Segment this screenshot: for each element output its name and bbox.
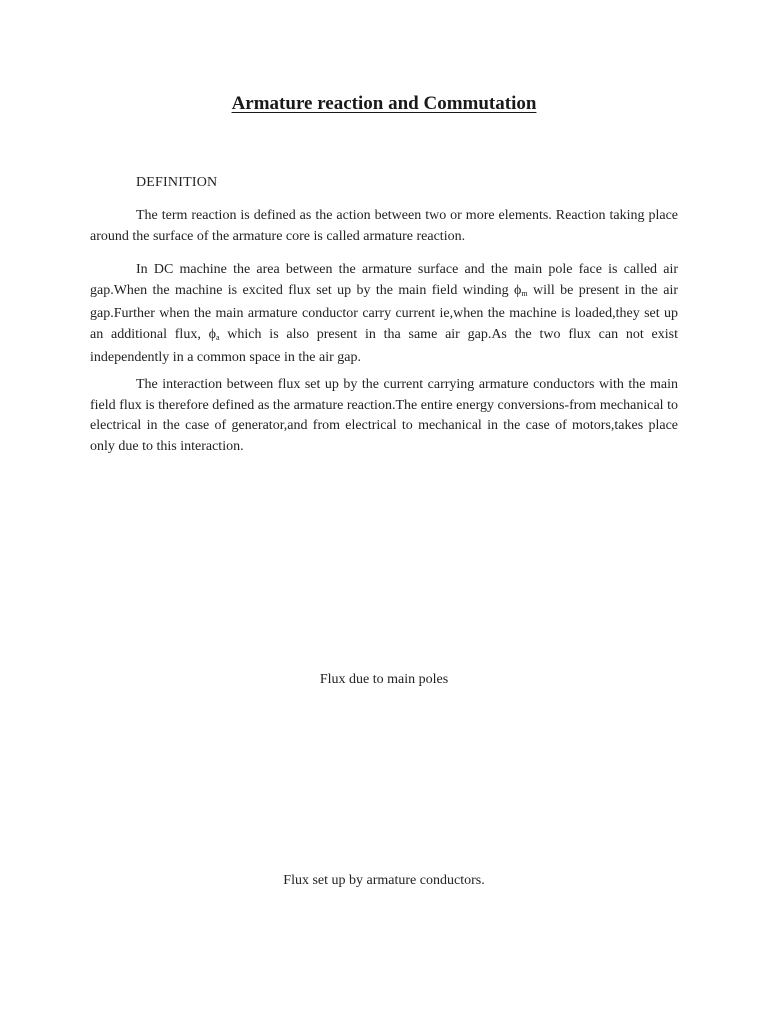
paragraph-air-gap <box>90 260 678 369</box>
caption-flux-main-poles: Flux due to main poles <box>319 672 449 687</box>
paragraph-definition: The term reaction is defined as the action between two or more elements. Reaction taking place around the surface of the armature core is called armature reaction. <box>90 208 678 244</box>
paragraph-interaction: The interaction between flux set up by the current carrying armature conductors with the main field flux is therefore defined as the armature reaction.The entire energy conversions-from mechanical to electrical in the case of generator,and from electrical to mechanical in the case of motors,takes place only due to this interaction. <box>90 377 678 454</box>
document-title: Armature reaction and Commutation <box>231 93 537 114</box>
phi-a-symbol: $\phi_a$ <box>208 326 220 342</box>
phi-m-symbol: $\phi_m$ <box>513 282 528 298</box>
caption-flux-armature-conductors: Flux set up by armature conductors. <box>283 873 485 888</box>
paragraph-air-gap-part-1: In DC machine the area between the armature surface and the main pole face is called air gap.When the machine is excited flux set up by the main field winding <box>90 262 678 298</box>
section-heading-definition: DEFINITION <box>136 175 218 190</box>
paragraph-air-gap-part-2: will be present in the air gap.Further when the main armature conductor carry current ie,when the machine is loaded,they set up an additional flux, <box>90 282 678 342</box>
paragraph-air-gap-part-3: which is also present in tha same air gap.As the two flux can not exist independently in a common space in the air gap. <box>90 326 678 365</box>
